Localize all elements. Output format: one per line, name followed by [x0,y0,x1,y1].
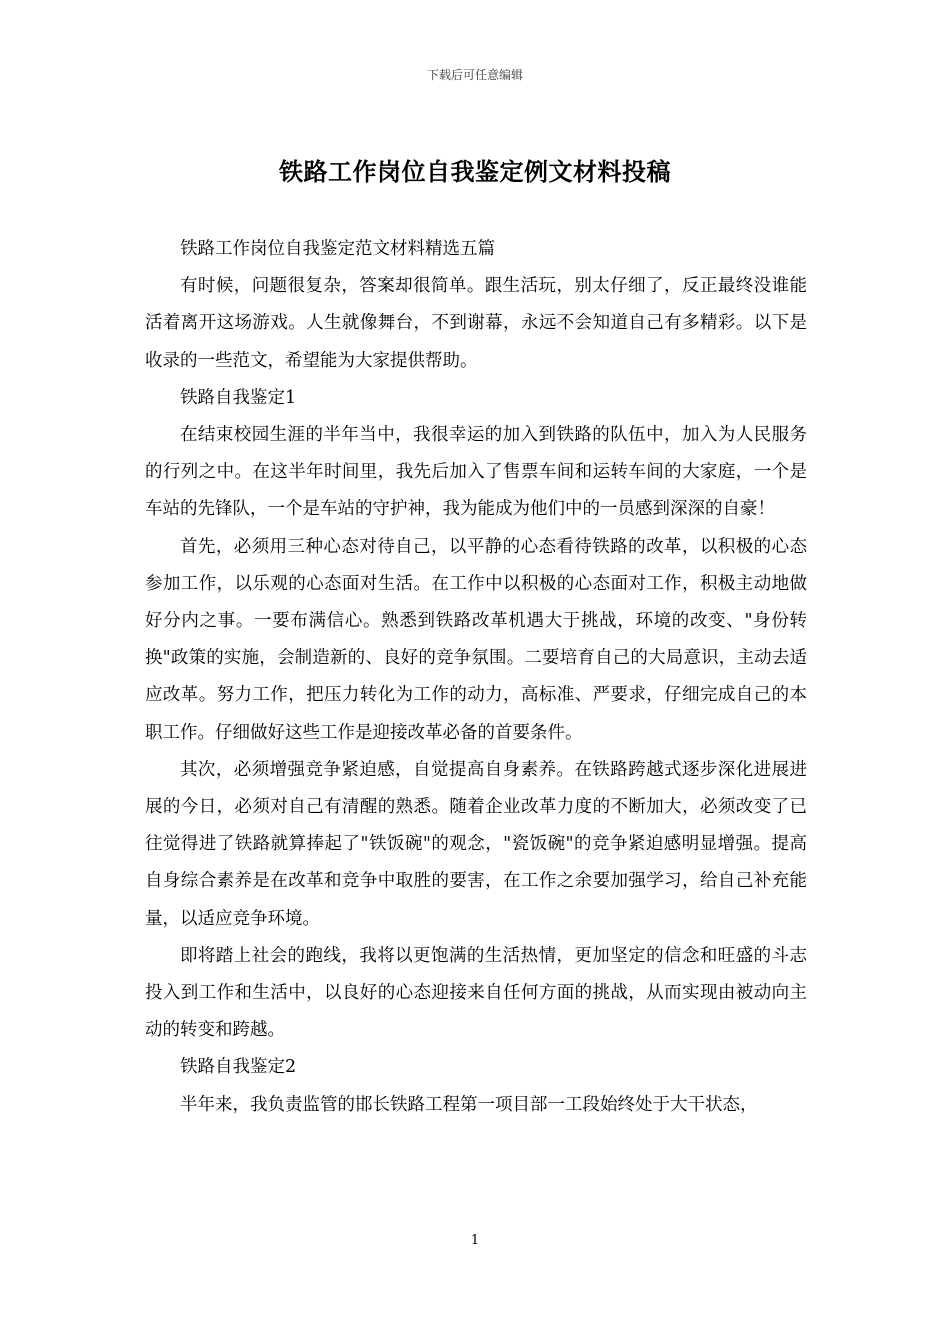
body-paragraph: 即将踏上社会的跑线，我将以更饱满的生活热情，更加坚定的信念和旺盛的斗志投入到工作和生活中，以良好的心态迎接来自任何方面的挑战，从而实现由被动向主动的转变和跨越。 [145,945,807,1041]
intro-paragraph: 有时候，问题很复杂，答案却很简单。跟生活玩，别太仔细了，反正最终没谁能活着离开这场游戏。人生就像舞台，不到谢幕，永远不会知道自己有多精彩。以下是收录的一些范文，希望能为大家提供帮助。 [145,276,807,371]
body-paragraph: 在结束校园生涯的半年当中，我很幸运的加入到铁路的队伍中，加入为人民服务的行列之中。在这半年时间里，我先后加入了售票车间和运转车间的大家庭，一个是车站的先锋队，一个是车站的守护神，我为能成为他们中的一员感到深深的自豪！ [145,425,807,520]
header-note: 下载后可任意编辑 [426,68,523,82]
document-body [145,231,807,1124]
section-heading-1: 铁路自我鉴定1 [180,387,297,408]
page-number: 1 [470,1233,480,1248]
body-paragraph: 其次，必须增强竞争紧迫感，自觉提高自身素养。在铁路跨越式逐步深化进展进展的今日，必须对自己有清醒的熟悉。随着企业改革力度的不断加大，必须改变了已往觉得进了铁路就算捧起了"铁饭碗"的观念，"瓷饭碗"的竞争紧迫感明显增强。提高自身综合素养是在改革和竞争中取胜的要害，在工作之余要加强学习，给自己补充能量，以适应竞争环境。 [145,759,807,929]
body-paragraph: 半年来，我负责监管的邯长铁路工程第一项目部一工段始终处于大干状态， [180,1094,758,1115]
subtitle-paragraph: 铁路工作岗位自我鉴定范文材料精选五篇 [180,239,495,259]
document-title: 铁路工作岗位自我鉴定例文材料投稿 [279,157,671,186]
section-heading-2: 铁路自我鉴定2 [180,1057,297,1078]
body-paragraph: 首先，必须用三种心态对待自己，以平静的心态看待铁路的改革，以积极的心态参加工作，以乐观的心态面对生活。在工作中以积极的心态面对工作，积极主动地做好分内之事。一要布满信心。熟悉到铁路改革机遇大于挑战，环境的改变、"身份转换"政策的实施，会制造新的、良好的竞争氛围。二要培育自己的大局意识，主动去适应改革。努力工作，把压力转化为工作的动力，高标准、严要求，仔细完成自己的本职工作。仔细做好这些工作是迎接改革必备的首要条件。 [145,536,807,743]
